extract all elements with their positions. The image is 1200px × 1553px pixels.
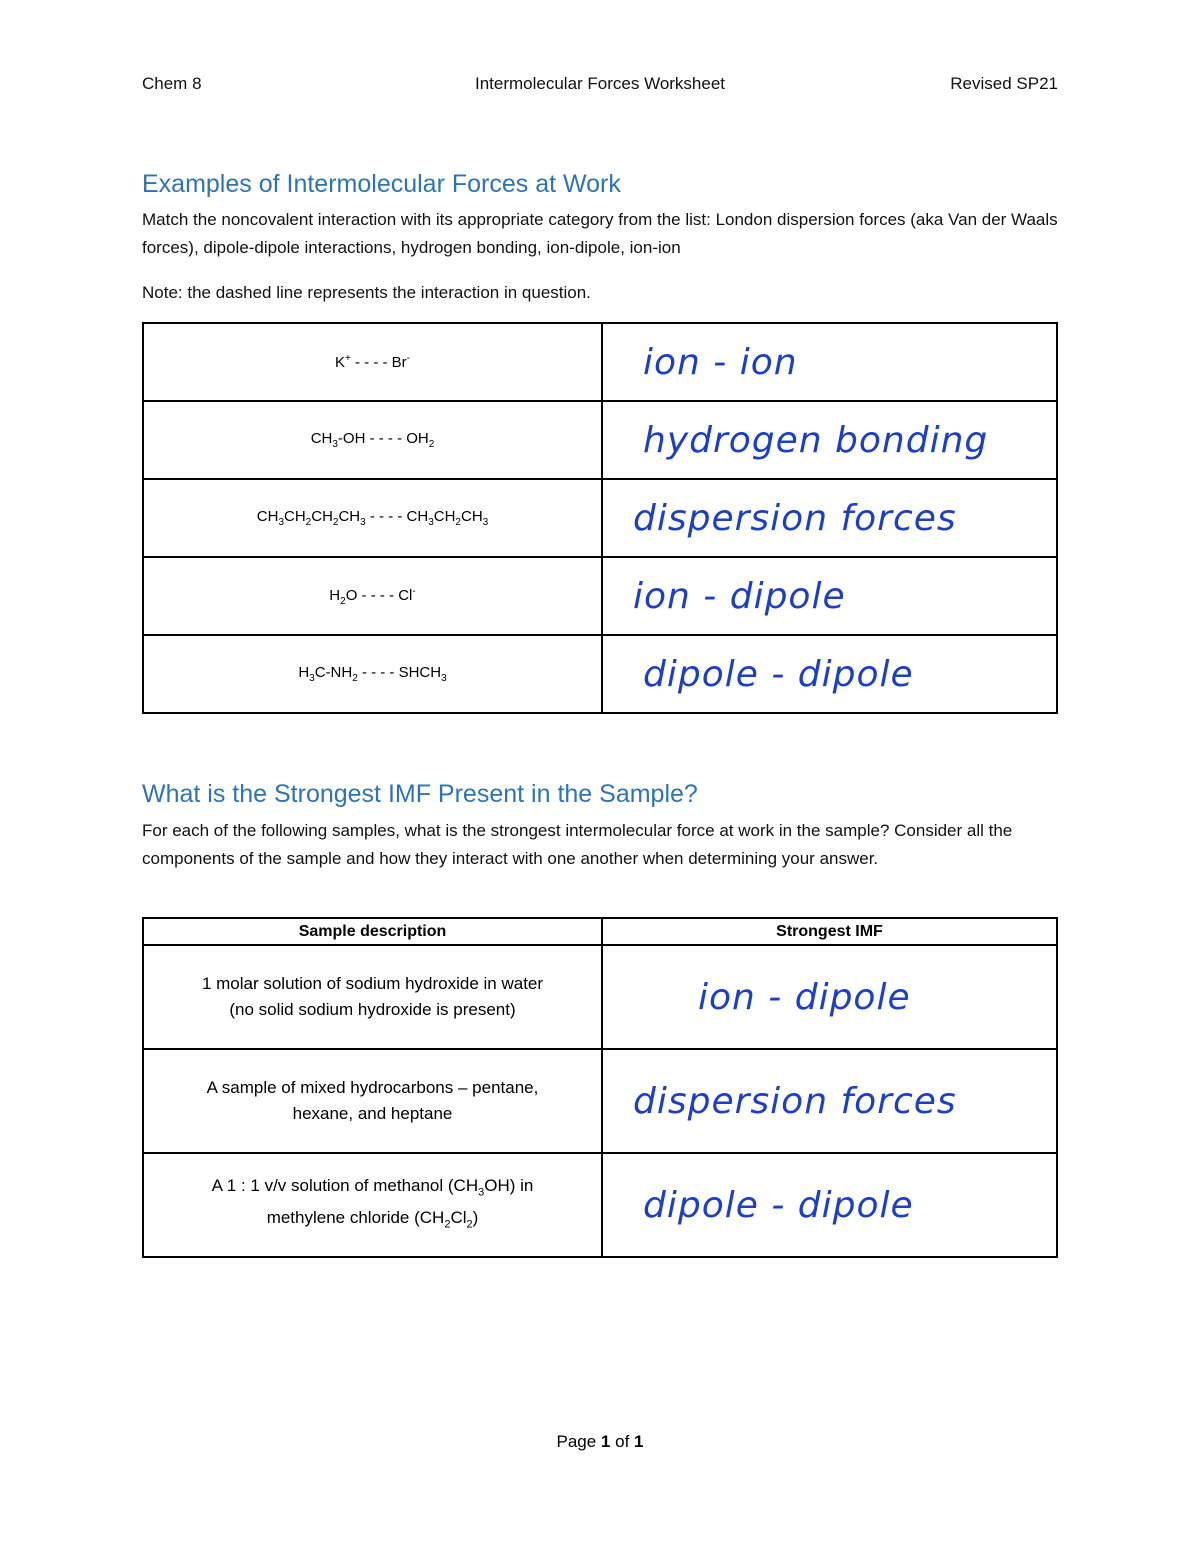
table-row [143,1153,1057,1257]
sample-description [143,1049,602,1153]
header-course: Chem 8 [142,74,202,93]
header-title: Intermolecular Forces Worksheet [474,74,726,93]
table-row [143,557,1057,635]
handwritten-answer: hydrogen bonding [602,401,1057,479]
note-label: Note: [142,283,183,302]
section-title-examples: Examples of Intermolecular Forces at Work [142,170,621,198]
column-header-sample: Sample description [143,918,602,945]
handwritten-answer: dispersion forces [602,479,1057,557]
footer-of-label: of [615,1432,630,1451]
interaction-formula: $H_3C-NH_2$ - - - - $SHCH_3$ [143,635,602,713]
section-instructions-strongest-imf: For each of the following samples, what is the strongest intermolecular force at work in the sample? Consider all the components of the sample and how they interact with one another when determining your answer. [142,821,1013,868]
note-text: the dashed line represents the interaction in question. [182,283,591,302]
sample-line: hexane, and heptane [292,1104,453,1123]
handwritten-answer: ion - dipole [602,557,1057,635]
section-title-strongest-imf: What is the Strongest IMF Present in the Sample? [142,780,698,808]
interaction-formula: $CH_3CH_2CH_2CH_3$ - - - - $CH_3CH_2CH_3$ [143,479,602,557]
footer-current-page: 1 [600,1432,611,1451]
interaction-formula: $H_2O$ - - - - Cl- [143,557,602,635]
footer-page-label: Page [556,1432,597,1451]
header-revision: Revised SP21 [950,74,1058,93]
sample-line: (no solid sodium hydroxide is present) [229,1000,516,1019]
table-row [143,323,1057,401]
table-header-row [143,918,1057,945]
table-row [143,1049,1057,1153]
sample-line: A sample of mixed hydrocarbons – pentane, [206,1078,539,1097]
interaction-formula: $CH_3-OH$ - - - - $OH_2$ [143,401,602,479]
sample-line: 1 molar solution of sodium hydroxide in water [201,974,544,993]
table-row [143,635,1057,713]
handwritten-answer: ion - ion [602,323,1057,401]
sample-description: A 1 : 1 v/v solution of methanol $(CH_3OH)$ in methylene chloride $(CH_2Cl_2)$ [143,1153,602,1257]
table-row [143,479,1057,557]
handwritten-answer: dipole - dipole [602,635,1057,713]
interaction-table [142,322,1058,714]
page-header [142,74,1058,98]
page-footer [0,1432,1200,1452]
table-row [143,945,1057,1049]
section-instructions-examples: Match the noncovalent interaction with its appropriate category from the list: London dispersion forces (aka Van der Waals forces), dipole-dipole interactions, hydrogen bonding, ion-dipole, ion-ion [142,210,1058,257]
table-row [143,401,1057,479]
section-note [142,279,1062,307]
column-header-imf: Strongest IMF [602,918,1057,945]
handwritten-answer: dipole - dipole [602,1153,1057,1257]
sample-table [142,917,1058,1258]
footer-total-pages: 1 [634,1432,644,1451]
handwritten-answer: dispersion forces [602,1049,1057,1153]
interaction-formula: K+ - - - - Br- [143,323,602,401]
handwritten-answer: ion - dipole [602,945,1057,1049]
sample-description [143,945,602,1049]
